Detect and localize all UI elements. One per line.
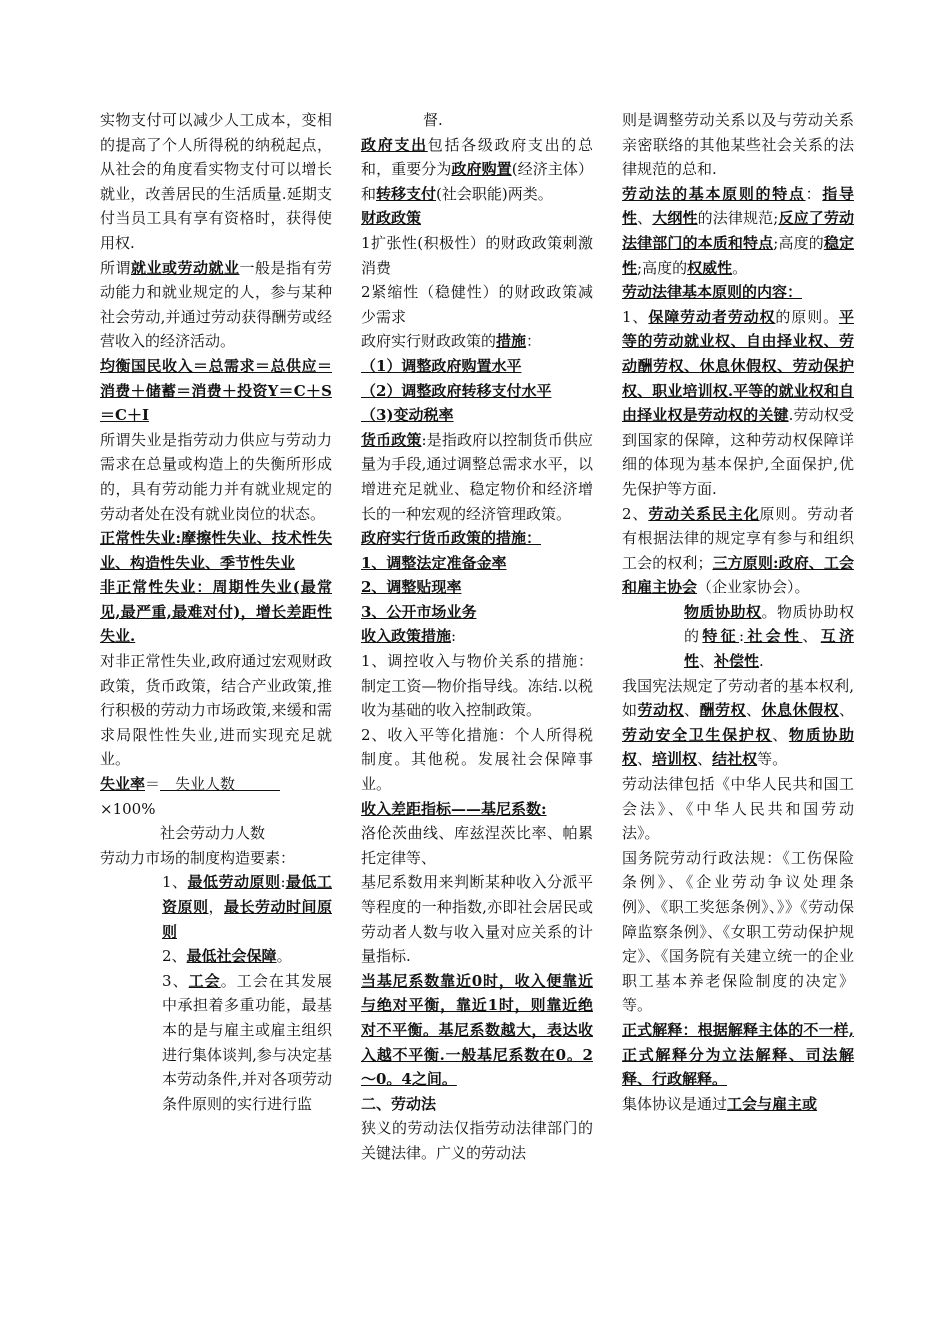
list-item: 1、最低劳动原则:最低工资原则，最长劳动时间原则 bbox=[162, 873, 332, 941]
list-item: 1、调整法定准备金率 bbox=[361, 553, 507, 572]
formula: 社会劳动力人数 bbox=[160, 824, 266, 843]
heading: 财政政策 bbox=[361, 209, 422, 228]
paragraph: 1、调控收入与物价关系的措施：制定工资—物价指导线。冻结.以税收为基础的收入控制政策。 bbox=[361, 652, 593, 720]
heading: 非正常性失业：周期性失业(最常见,最严重,最难对付)，增长差距性失业. bbox=[100, 578, 332, 646]
heading: 正常性失业:摩擦性失业、技术性失业、构造性失业、季节性失业 bbox=[100, 529, 332, 572]
list-item: 3、公开市场业务 bbox=[361, 602, 477, 621]
paragraph: 2、劳动关系民主化原则。劳动者有根据法律的规定享有参与和组织工会的权利；三方原则:政府、工会和雇主协会（企业家协会）。 bbox=[622, 504, 854, 597]
heading: 均衡国民收入＝总需求＝总供应＝消费＋储蓄＝消费＋投资Y＝C＋S＝C＋I bbox=[100, 356, 332, 425]
paragraph: 我国宪法规定了劳动者的基本权利,如劳动权、酬劳权、休息休假权、劳动安全卫生保护权、物质协助权、培训权、结社权等。 bbox=[622, 676, 854, 769]
paragraph: 政府支出包括各级政府支出的总和，重要分为政府购置(经济主体）和转移支付(社会职能)两类。 bbox=[361, 135, 593, 203]
paragraph: 所谓失业是指劳动力供应与劳动力需求在总量或构造上的失衡所形成的，具有劳动能力并有就业规定的劳动者处在没有就业岗位的状态。 bbox=[100, 430, 332, 523]
paragraph: 对非正常性失业,政府通过宏观财政政策，货币政策，结合产业政策,推行积极的劳动力市场政策,来缓和需求局限性性失业,进而实现充足就业。 bbox=[100, 652, 332, 769]
paragraph: 则是调整劳动关系以及与劳动关系亲密联络的其他某些社会关系的法律规范的总和. bbox=[622, 111, 854, 179]
formula: ×100% bbox=[100, 799, 156, 818]
heading: 收入差距指标——基尼系数: bbox=[361, 799, 547, 818]
list-item: （2）调整政府转移支付水平 bbox=[361, 381, 552, 400]
heading: 收入政策措施: bbox=[361, 627, 457, 646]
list-item: 2、调整贴现率 bbox=[361, 578, 462, 597]
paragraph: 督. bbox=[423, 111, 443, 129]
list-item: 2、最低社会保障。 bbox=[162, 947, 292, 966]
paragraph: 货币政策:是指政府以控制货币供应量为手段,通过调整总需求水平，以增进充足就业、稳定物价和经济增长的一种宏观的经济管理政策。 bbox=[361, 430, 593, 523]
paragraph: 实物支付可以减少人工成本，变相的提高了个人所得税的纳税起点，从社会的角度看实物支付可以增长就业，改善居民的生活质量.延期支付当员工具有享有资格时，获得使用权. bbox=[100, 111, 332, 252]
list-item: 3、工会。工会在其发展中承担着多重功能，最基本的是与雇主或雇主组织进行集体谈判,参与决定基本劳动条件,并对各项劳动条件原则的实行进行监 bbox=[162, 971, 332, 1113]
column-1 bbox=[100, 108, 332, 1116]
column-3 bbox=[622, 108, 854, 1116]
heading: 正式解释：根据解释主体的不一样,正式解释分为立法解释、司法解释、行政解释。 bbox=[622, 1020, 854, 1089]
heading: 劳动法律基本原则的内容： bbox=[622, 283, 803, 302]
formula: 失业率＝ 失业人数 bbox=[100, 775, 281, 794]
paragraph: 狭义的劳动法仅指劳动法律部门的关键法律。广义的劳动法 bbox=[361, 1119, 593, 1162]
paragraph: 集体协议是通过工会与雇主或 bbox=[622, 1094, 818, 1113]
paragraph: 基尼系数用来判断某种收入分派平等程度的一种指数,亦即社会居民或劳动者人数与收入量对应关系的计量指标. bbox=[361, 873, 593, 966]
paragraph: 1、保障劳动者劳动权的原则。平等的劳动就业权、自由择业权、劳动酬劳权、休息休假权、劳动保护权、职业培训权.平等的就业权和自由择业权是劳动权的关键.劳动权受到国家的保障，这种劳动权保障详细的体现为基本保护,全面保护,优先保护等方面. bbox=[622, 307, 854, 498]
paragraph: 洛伦茨曲线、库兹涅茨比率、帕累托定律等、 bbox=[361, 824, 593, 867]
paragraph: 所谓就业或劳动就业一般是指有劳动能力和就业规定的人，参与某种社会劳动,并通过劳动获得酬劳或经营收入的经济活动。 bbox=[100, 258, 332, 351]
paragraph: 当基尼系数靠近0时，收入便靠近与绝对平衡，靠近1时，则靠近绝对不平衡。基尼系数越大，表达收入越不平衡.一般基尼系数在0。2～0。4之间。 bbox=[361, 971, 593, 1089]
paragraph: 劳动力市场的制度构造要素： bbox=[100, 848, 296, 867]
paragraph: 国务院劳动行政法规：《工伤保险条例》、《企业劳动争议处理条例》、《职工奖惩条例》、》》《劳动保障监察条例》、《女职工劳动保护规定》、《国务院有关建立统一的企业职工基本养老保险制度的决定》等。 bbox=[622, 848, 854, 1015]
heading: 政府实行货币政策的措施： bbox=[361, 529, 542, 548]
paragraph: 政府实行财政政策的措施： bbox=[361, 332, 542, 351]
paragraph: 物质协助权。物质协助权的特征:社会性、互济性、补偿性. bbox=[684, 602, 854, 671]
paragraph: 2、收入平等化措施：个人所得税制度。其他税。发展社会保障事业。 bbox=[361, 725, 593, 794]
section-heading: 二、劳动法 bbox=[361, 1094, 437, 1113]
paragraph: 劳动法的基本原则的特点：指导性、大纲性的法律规范;反应了劳动法律部门的本质和特点;高度的稳定性;高度的权威性。 bbox=[622, 184, 854, 277]
paragraph: 2紧缩性（稳健性）的财政政策减少需求 bbox=[361, 283, 593, 326]
list-item: （1）调整政府购置水平 bbox=[361, 356, 522, 375]
list-item: （3)变动税率 bbox=[361, 406, 454, 425]
column-2 bbox=[361, 108, 593, 1166]
paragraph: 劳动法律包括《中华人民共和国工会法》、《中华人民共和国劳动法》。 bbox=[622, 775, 854, 843]
paragraph: 1扩张性(积极性）的财政政策刺激消费 bbox=[361, 233, 593, 277]
